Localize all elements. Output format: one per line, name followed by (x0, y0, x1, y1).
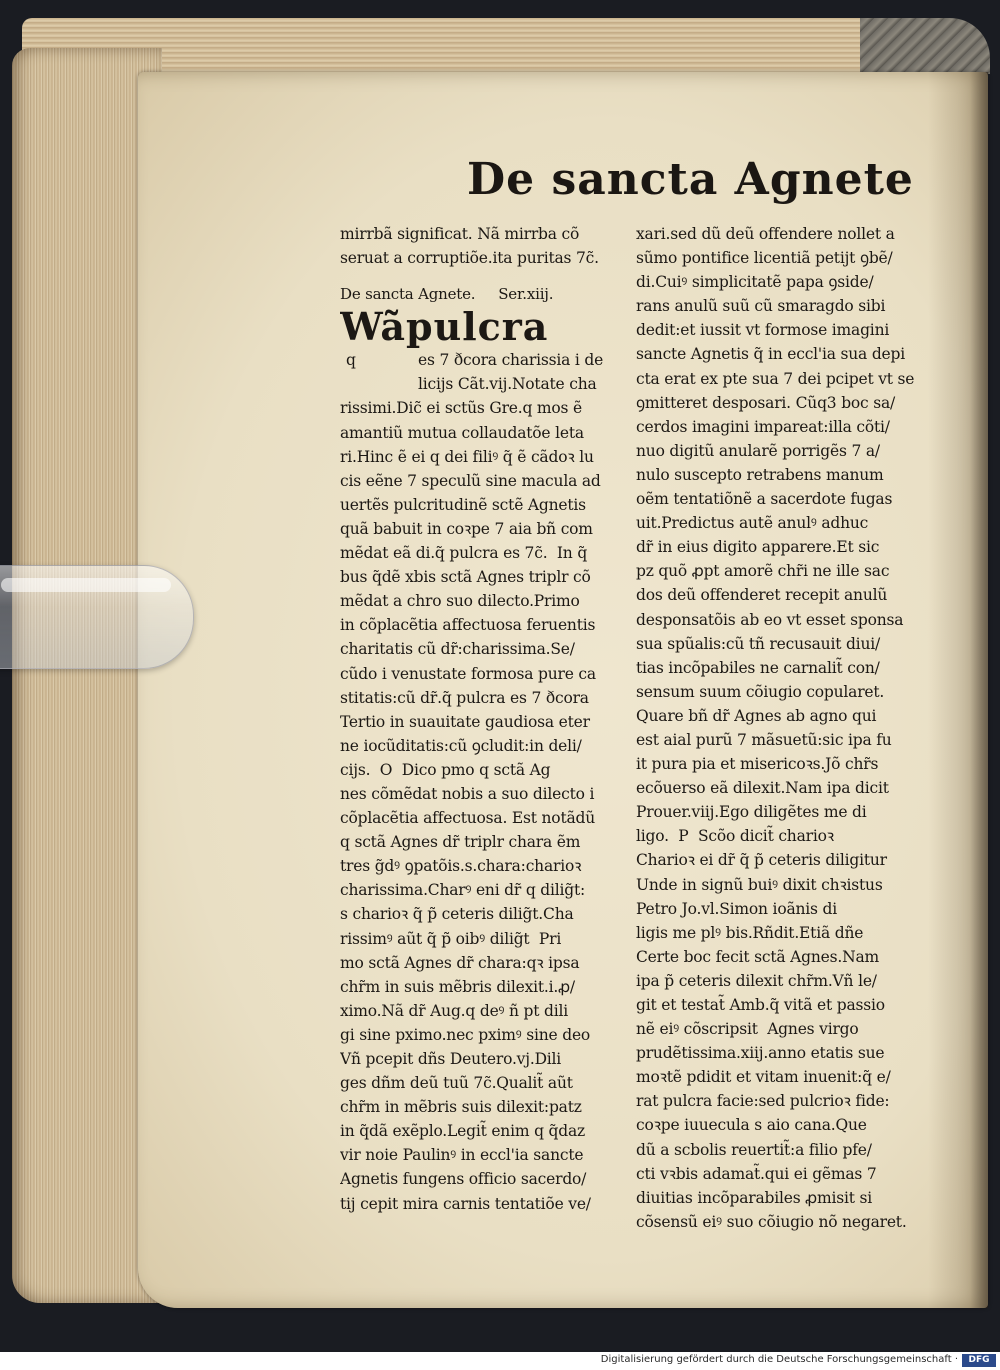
text-line: ipa p̃ ceteris dilexit chr̃m.Vñ le/ (636, 971, 877, 990)
section-heading: De sancta Agnete. Ser.xiij. (340, 285, 554, 304)
text-line: git et testat̃ Amb.q̃ vitã et passio (636, 996, 885, 1014)
text-line: ximo.Nã dr̃ Aug.q deꝰ ñ pt dili (340, 1001, 568, 1020)
text-line: cti vꝛbis adamat̃.qui ei gẽmas 7 (636, 1164, 877, 1183)
text-line: diuitias incõparabiles ꝓmisit si (636, 1188, 873, 1207)
text-line: Quare bñ dr̃ Agnes ab agno qui (636, 706, 877, 725)
decorated-initial-word: Wãpulcra (340, 306, 549, 349)
text-line: it pura pia et misericoꝛs.Jõ chr̃s (636, 755, 879, 774)
text-line: ges dñm deũ tuũ 7c̃.Qualit̃ aũt (340, 1074, 573, 1093)
text-line (340, 348, 635, 372)
text-line: tij cepit mira carnis tentatiõe ve/ (340, 1194, 591, 1213)
text-line: mirrbã significat. Nã mirrba cõ (340, 225, 580, 243)
text-line: in cõplacẽtia affectuosa feruentis (340, 616, 596, 635)
text-line: gi sine pximo.nec pximꝰ sine deo (340, 1025, 591, 1044)
text-line: mẽdat eã di.q̃ pulcra es 7c̃. In q̃ (340, 544, 588, 563)
text-line: moꝛtẽ pdidit et vitam inuenit:q̃ e/ (636, 1068, 891, 1087)
text-line: Vñ pcepit dñs Deutero.vj.Dili (340, 1050, 562, 1068)
text-line: ne iocũditatis:cũ ꝯcludit:in deli/ (340, 736, 582, 755)
text-line: Agnetis fungens officio sacerdo/ (340, 1170, 587, 1189)
text-line: s charioꝛ q̃ p̃ ceteris dilig̃t.Cha (340, 905, 574, 924)
footer-credit: Digitalisierung gefördert durch die Deutsche Forschungsgemeinschaft · (600, 1354, 958, 1365)
text-line: cũdo i venustate formosa pure ca (340, 664, 596, 683)
text-line: Petro Jo.vl.Simon ioãnis di (636, 899, 837, 918)
text-line: cis eẽne 7 speculũ sine macula ad (340, 471, 601, 490)
text-line: sũmo pontifice licentiã petijt ꝯbẽ/ (636, 249, 893, 268)
text-line: amantiũ mutua collaudatõe leta (340, 423, 584, 442)
initial-marker: q (346, 351, 356, 370)
text-line: dr̃ in eius digito apparere.Et sic (636, 538, 880, 557)
book-top-edge (22, 18, 977, 80)
text-line: ꝯmitteret desposari. Cũq3 boc sa/ (636, 393, 896, 412)
text-line: uit.Predictus autẽ anulꝰ adhuc (636, 514, 869, 533)
text-line: chr̃m in mẽbris suis dilexit:patz (340, 1098, 582, 1117)
text-line: mo sctã Agnes dr̃ chara:qꝛ ipsa (340, 953, 580, 972)
running-head: De sancta Agnete (467, 154, 914, 205)
right-text-column (636, 222, 936, 1234)
text-line: q sctã Agnes dr̃ triplr chara ẽm (340, 833, 581, 852)
text-line: rat pulcra facie:sed pulcrioꝛ fide: (636, 1092, 890, 1111)
text-line-content: es 7 ðcora charissia i de (418, 351, 604, 370)
text-line: dũ a scbolis reuertit̃:a filio pfe/ (636, 1140, 872, 1159)
text-line: licijs Cãt.vij.Notate cha (418, 375, 597, 394)
text-line: in q̃dã exẽplo.Legit̃ enim q q̃daz (340, 1122, 585, 1141)
text-line: cijs. O Dico pmo q sctã Ag (340, 760, 551, 779)
text-line: sancte Agnetis q̃ in eccl'ia sua depi (636, 345, 905, 364)
text-line: cõplacẽtia affectuosa. Est notãdũ (340, 809, 596, 828)
text-line: xari.sed dũ deũ offendere nollet a (636, 225, 895, 243)
text-line: cõsensũ eiꝰ suo cõiugio nõ negaret. (636, 1212, 907, 1231)
text-line: chr̃m in suis mẽbris dilexit.i.ꝓ/ (340, 977, 575, 996)
text-line: rissimi.Dic̃ ei sctũs Gre.q mos ẽ (340, 399, 583, 418)
text-line: bus q̃dẽ xbis sctã Agnes triplr cõ (340, 568, 591, 587)
text-line: rissimꝰ aũt q̃ p̃ oibꝰ dilig̃t Pri (340, 929, 562, 948)
text-line: di.Cuiꝰ simplicitatẽ papa ꝯside/ (636, 273, 874, 292)
text-line: tres g̃dꝰ ꝯpatõis.s.chara:charioꝛ (340, 857, 582, 876)
text-line: sua spũalis:cũ tñ recusauit diui/ (636, 634, 881, 653)
text-line: ligo. P Scõo dicit̃ charioꝛ (636, 827, 834, 846)
text-line: charitatis cũ dr̃:charissima.Se/ (340, 640, 575, 659)
text-line: ri.Hinc ẽ ei q dei filiꝰ q̃ ẽ cãdoꝛ lu (340, 447, 594, 466)
text-line: prudẽtissima.xiij.anno etatis sue (636, 1044, 885, 1063)
glass-page-clip (0, 565, 194, 669)
text-line: Unde in signũ buiꝰ dixit chꝛistus (636, 875, 883, 894)
text-line: dedit:et iussit vt formose imagini (636, 321, 890, 340)
text-line: Certe boc fecit sctã Agnes.Nam (636, 947, 880, 966)
text-line: est aial purũ 7 mãsuetũ:sic ipa fu (636, 730, 892, 749)
text-line: tias incõpabiles ne carnalit̃ con/ (636, 658, 880, 677)
text-line: nulo suscepto retrabens manum (636, 465, 884, 484)
text-line: quã babuit in coꝛpe 7 aia bñ com (340, 519, 593, 538)
text-line: nẽ eiꝰ cõscripsit Agnes virgo (636, 1020, 859, 1039)
dfg-logo: DFG (962, 1354, 996, 1367)
text-line: desponsatõis ab eo vt esset sponsa (636, 610, 904, 629)
text-line: uertẽs pulcritudinẽ sctẽ Agnetis (340, 495, 586, 514)
text-line: cerdos imagini impareat:illa cõti/ (636, 417, 890, 436)
text-line: nuo digitũ anularẽ porrigẽs 7 a/ (636, 441, 880, 460)
footer-bar (0, 1352, 1000, 1370)
text-line: rans anulũ suũ cũ smaragdo sibi (636, 297, 886, 316)
text-line: nes cõmẽdat nobis a suo dilecto i (340, 784, 595, 803)
text-line: Charioꝛ ei dr̃ q̃ p̃ ceteris diligitur (636, 851, 887, 870)
text-line: vir noie Paulinꝰ in eccl'ia sancte (340, 1146, 584, 1165)
text-line: cta erat ex pte sua 7 dei pcipet vt se (636, 369, 915, 388)
text-line: dos deũ offenderet recepit anulũ (636, 586, 888, 605)
text-line: ligis me plꝰ bis.Rñdit.Etiã dñe (636, 923, 864, 942)
text-line: sensum suum cõiugio copularet. (636, 682, 885, 701)
text-line: charissima.Charꝰ eni dr̃ q dilig̃t: (340, 881, 586, 900)
book-spine (860, 18, 990, 74)
text-line: Prouer.viij.Ego diligẽtes me di (636, 803, 867, 822)
text-line: ecõuerso eã dilexit.Nam ipa dicit (636, 779, 889, 798)
left-text-column (340, 222, 635, 1216)
text-line: seruat a corruptiõe.ita puritas 7c̃. (340, 249, 599, 268)
text-line: pz quõ ꝓpt amorẽ chr̃i ne ille sac (636, 562, 890, 581)
text-line: Tertio in suauitate gaudiosa eter (340, 712, 590, 731)
text-line: coꝛpe iuuecula s aio cana.Que (636, 1116, 867, 1135)
page-gutter-shadow (928, 72, 988, 1308)
text-line: stitatis:cũ dr̃.q̃ pulcra es 7 ðcora (340, 688, 589, 707)
text-line: mẽdat a chro suo dilecto.Primo (340, 592, 580, 611)
text-line: oẽm tentatiõnẽ a sacerdote fugas (636, 490, 893, 509)
